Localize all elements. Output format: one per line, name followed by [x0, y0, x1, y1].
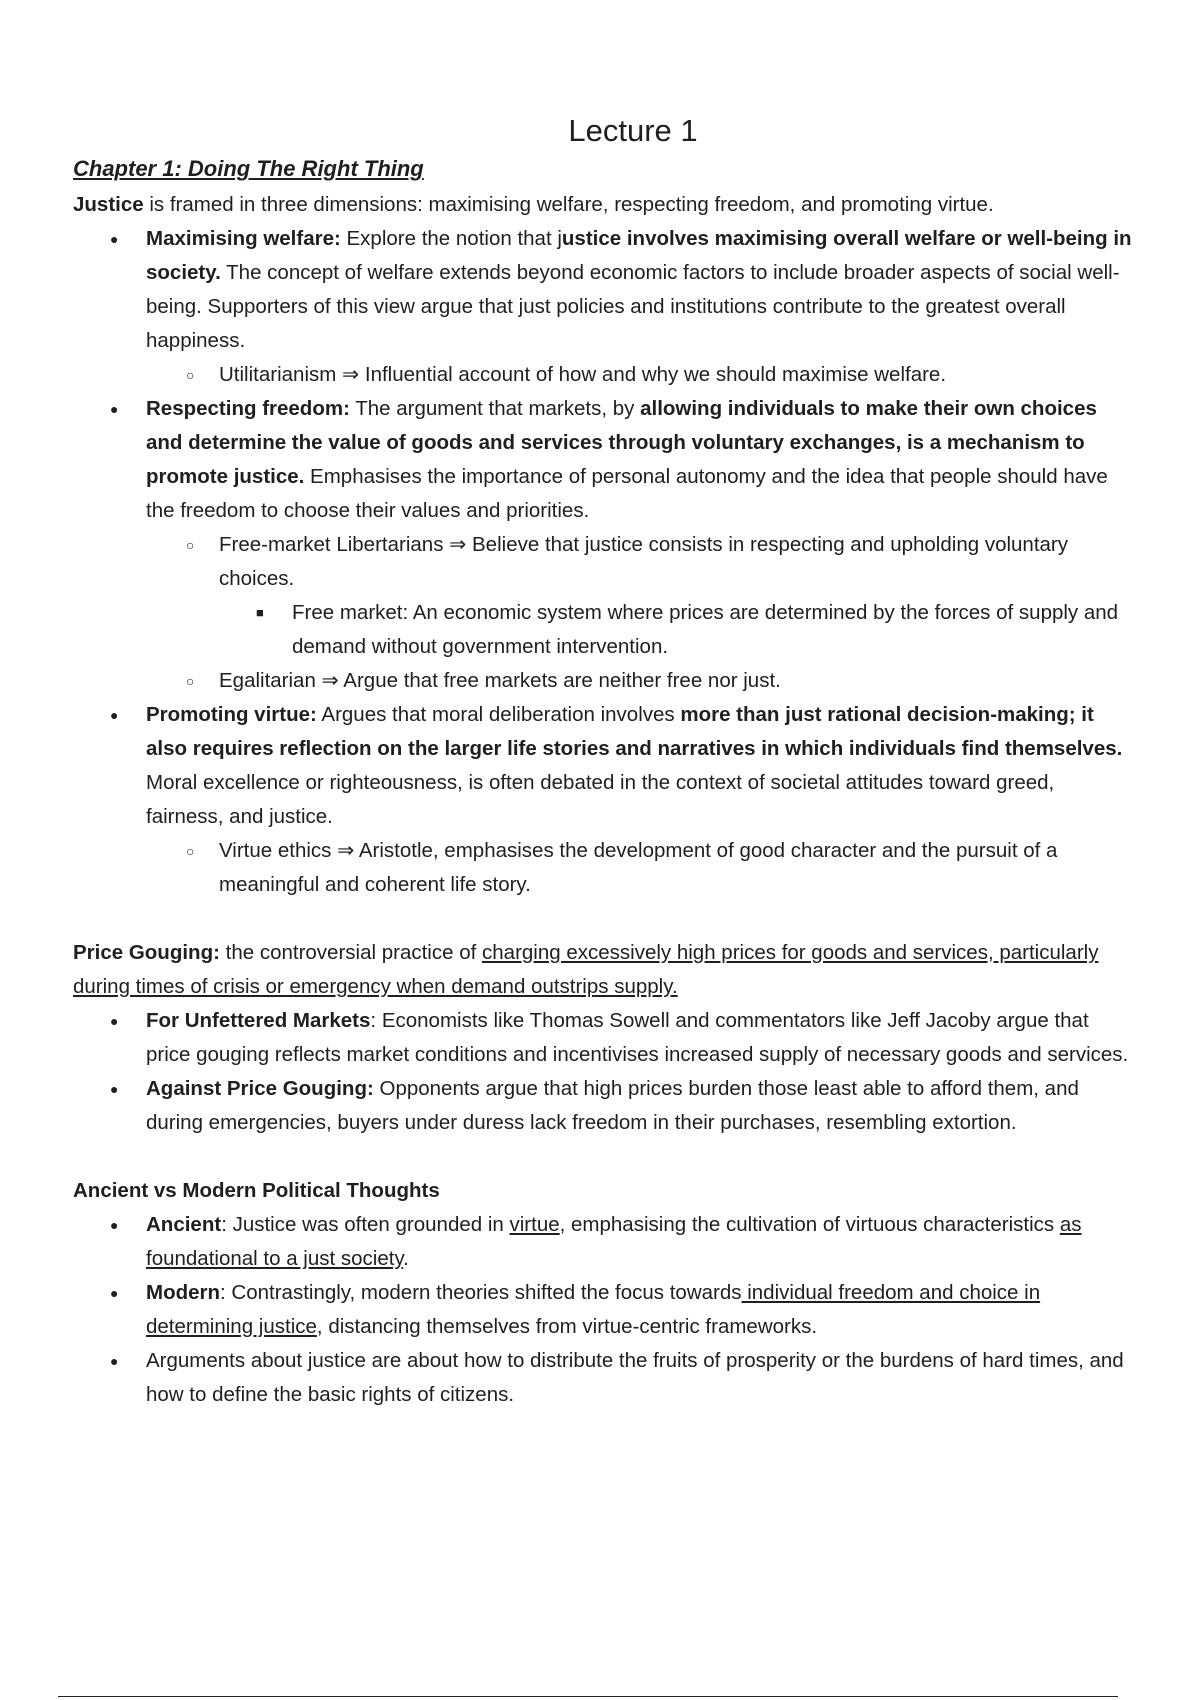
freedom-post: Emphasises the importance of personal autonomy and the idea that people should have the freedom to choose their values and priorities.: [146, 464, 1108, 522]
modern-underline: individual freedom and choice in determining justice: [146, 1280, 1041, 1338]
list-item-for-markets: [146, 1004, 1133, 1072]
ancient-pre: : Justice was often grounded in: [221, 1212, 510, 1236]
ancient-underline-virtue: virtue: [509, 1212, 560, 1236]
sub-item-utilitarianism: ○ Utilitarianism ⇒ Influential account of how and why we should maximise welfare.: [219, 358, 1133, 392]
virtue-pre: Argues that moral deliberation involves: [316, 702, 681, 726]
sub-item-virtue-ethics: ○ Virtue ethics ⇒ Aristotle, emphasises the development of good character and the pursuit of a meaningful and coherent life story.: [219, 834, 1133, 902]
chapter-heading: Chapter 1: Doing The Right Thing: [73, 156, 424, 182]
section-heading-ancient-modern: Ancient vs Modern Political Thoughts: [73, 1178, 440, 1202]
libertarians-text: Free-market Libertarians ⇒ Believe that justice consists in respecting and upholding voluntary choices.: [219, 532, 1068, 590]
document-page: [73, 100, 1133, 1412]
modern-label: Modern: [146, 1280, 221, 1304]
dimensions-list: [73, 222, 1133, 902]
spacer: [73, 902, 1133, 936]
welfare-pre: Explore the notion that j: [340, 226, 562, 250]
spacer: [73, 1140, 1133, 1174]
list-item-freedom: [146, 392, 1133, 698]
sub-sub-item-free-market: ■ Free market: An economic system where prices are determined by the forces of supply and demand without government intervention.: [292, 596, 1133, 664]
list-item-modern: [146, 1276, 1133, 1344]
price-gouging-pre: the controversial practice of: [219, 940, 483, 964]
footer-divider: [58, 1696, 1118, 1697]
modern-pre: : Contrastingly, modern theories shifted the focus towards: [220, 1280, 742, 1304]
price-gouging-definition: charging excessively high prices for goods and services, particularly during times of crisis or emergency when demand outstrips supply.: [73, 940, 1099, 998]
sub-item-egalitarian: ○ Egalitarian ⇒ Argue that free markets are neither free nor just.: [219, 664, 1133, 698]
intro-text: is framed in three dimensions: maximising welfare, respecting freedom, and promoting virtue.: [143, 192, 994, 216]
for-markets-label: For Unfettered Markets: [146, 1008, 371, 1032]
virtue-label: Promoting virtue:: [146, 702, 317, 726]
welfare-post: The concept of welfare extends beyond economic factors to include broader aspects of social well-being. Supporters of this view argue that just policies and institutions contribute to the greatest overall happiness.: [146, 260, 1120, 352]
list-item-virtue: [146, 698, 1133, 902]
freedom-label: Respecting freedom:: [146, 396, 350, 420]
freedom-sublist: [146, 528, 1133, 698]
welfare-sublist: [146, 358, 1133, 392]
freedom-bold: allowing individuals to make their own choices and determine the value of goods and services through voluntary exchanges, is a mechanism to promote justice.: [146, 396, 1097, 488]
intro-term: Justice: [73, 192, 144, 216]
intro-paragraph: [73, 188, 1133, 222]
libertarians-sublist: [219, 596, 1133, 664]
ancient-label: Ancient: [146, 1212, 222, 1236]
welfare-label: Maximising welfare:: [146, 226, 341, 250]
price-gouging-paragraph: [73, 936, 1133, 1004]
freedom-pre: The argument that markets, by: [349, 396, 641, 420]
list-item-welfare: [146, 222, 1133, 392]
page-title: Lecture 1: [568, 113, 698, 148]
ancient-mid: , emphasising the cultivation of virtuous characteristics: [559, 1212, 1060, 1236]
virtue-bold: more than just rational decision-making; it also requires reflection on the larger life stories and narratives in which individuals find themselves.: [146, 702, 1123, 760]
virtue-sublist: [146, 834, 1133, 902]
ancient-underline-foundational: as foundational to a just society: [146, 1212, 1082, 1270]
ancient-end: .: [403, 1246, 409, 1270]
welfare-bold: ustice involves maximising overall welfare or well-being in society.: [146, 226, 1132, 284]
for-markets-text: : Economists like Thomas Sowell and commentators like Jeff Jacoby argue that price gouging reflects market conditions and incentivises increased supply of necessary goods and services.: [146, 1008, 1129, 1066]
list-item-against-gouging: [146, 1072, 1133, 1140]
against-gouging-text: Opponents argue that high prices burden those least able to afford them, and during emergencies, buyers under duress lack freedom in their purchases, resembling extortion.: [146, 1076, 1079, 1134]
list-item-ancient: [146, 1208, 1133, 1276]
against-gouging-label: Against Price Gouging:: [146, 1076, 374, 1100]
price-gouging-term: Price Gouging:: [73, 940, 220, 964]
virtue-post: Moral excellence or righteousness, is often debated in the context of societal attitudes toward greed, fairness, and justice.: [146, 770, 1055, 828]
modern-post: , distancing themselves from virtue-centric frameworks.: [316, 1314, 818, 1338]
list-item-arguments: ● Arguments about justice are about how to distribute the fruits of prosperity or the burdens of hard times, and how to define the basic rights of citizens.: [146, 1344, 1133, 1412]
price-gouging-list: [73, 1004, 1133, 1140]
ancient-modern-list: [73, 1208, 1133, 1412]
sub-item-libertarians: [219, 528, 1133, 664]
